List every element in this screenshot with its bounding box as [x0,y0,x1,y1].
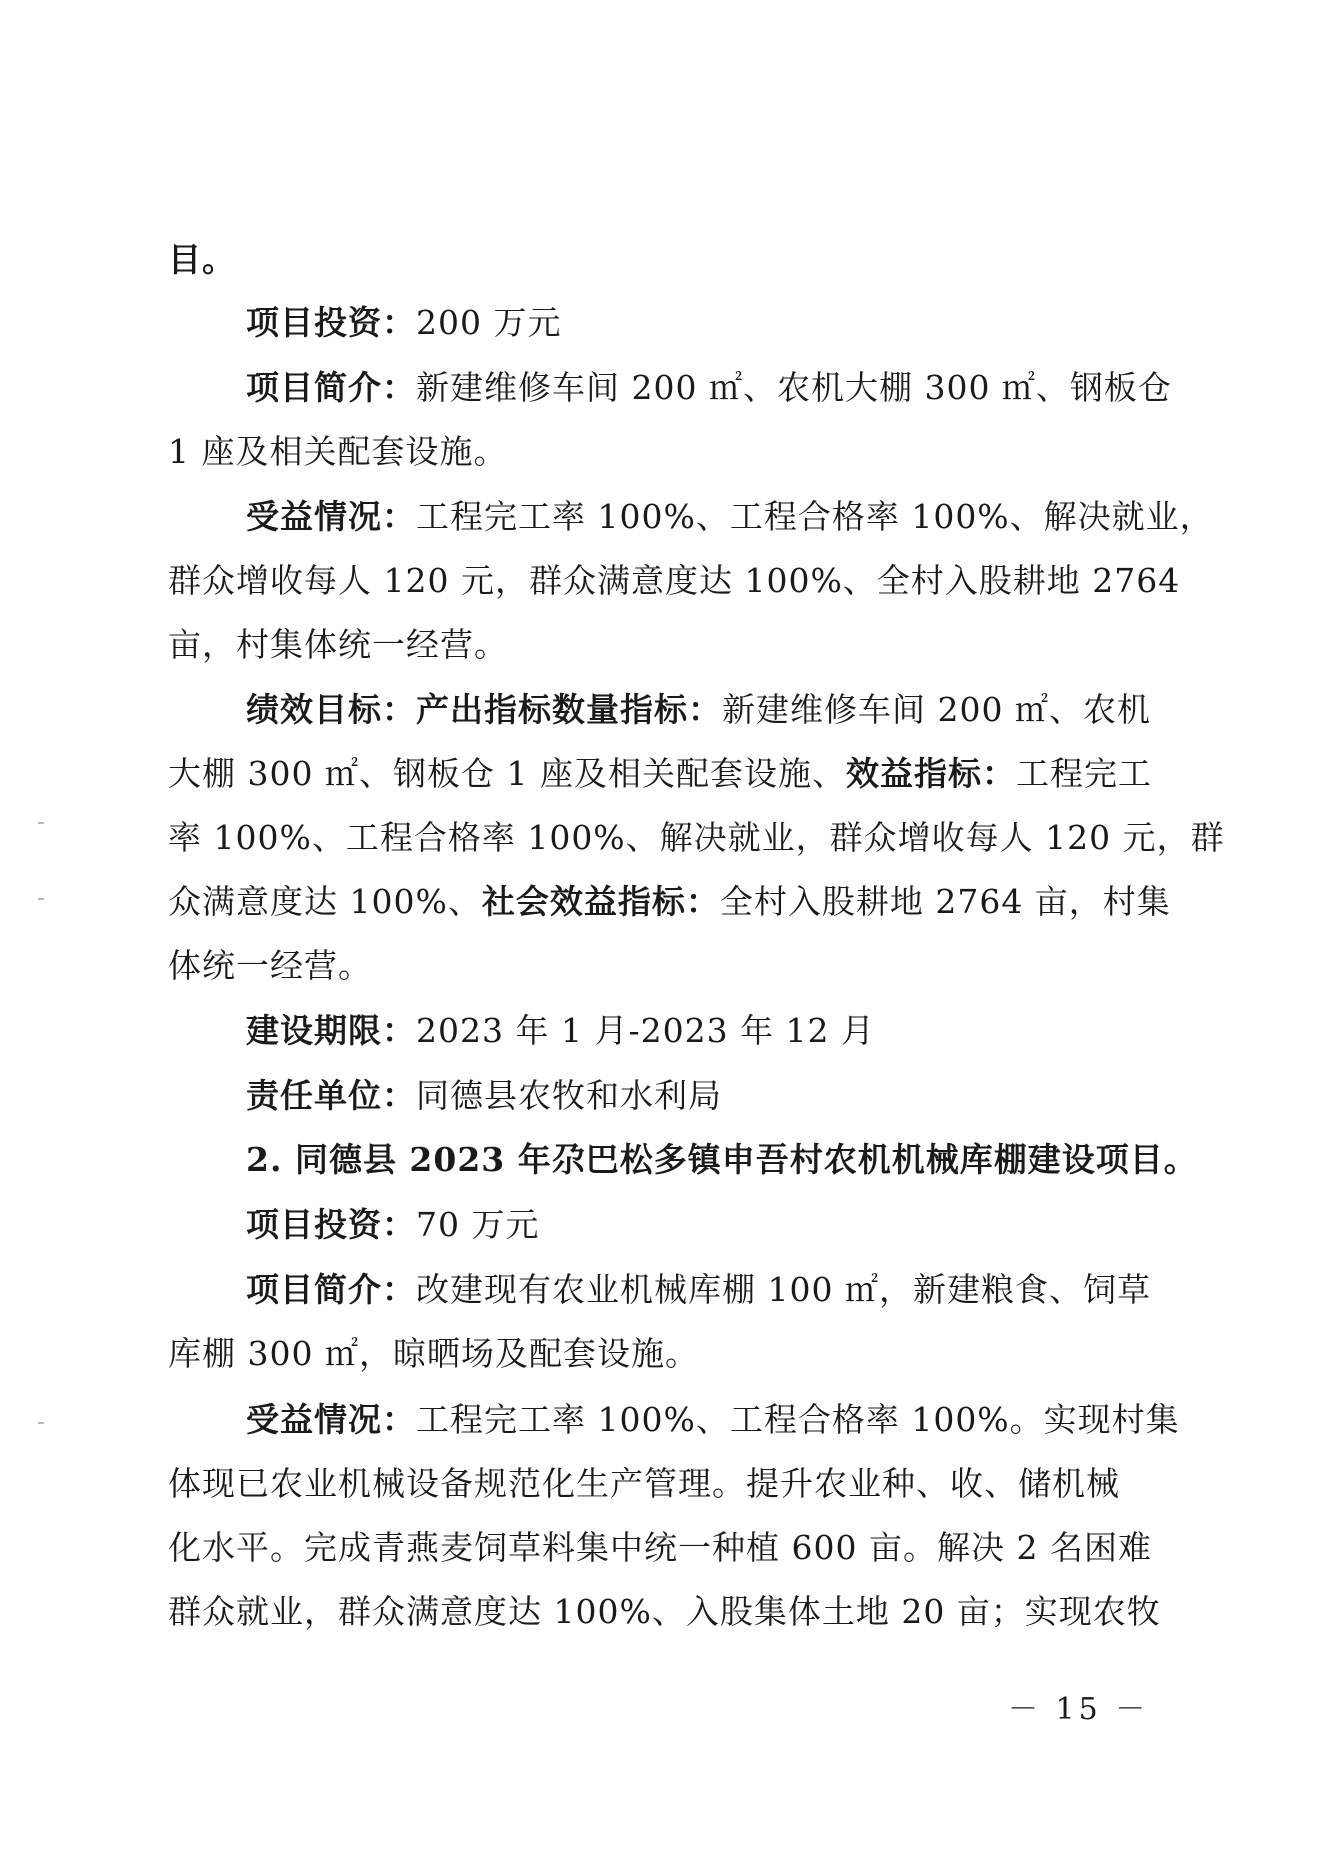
text-span: 目。 [168,240,236,279]
body-line [246,303,561,343]
body-line [168,1528,1152,1568]
body-line [246,1400,1180,1440]
label-span: 项目简介： [246,1270,416,1309]
text-span: 亩，村集体统一经营。 [168,625,508,664]
text-span: 同德县农牧和水利局 [416,1076,722,1115]
label-span: 建设期限： [246,1011,416,1050]
label-span: 产出指标数量指标： [416,690,722,729]
section-heading [246,1140,1198,1180]
text-span: 70 万元 [416,1205,540,1244]
text-span: 大棚 300 ㎡、钢板仓 1 座及相关配套设施、 [168,754,846,793]
body-line [246,1270,1151,1310]
body-line [168,240,236,280]
body-line [246,368,1172,408]
body-line [246,690,1151,730]
text-span: 工程完工率 100%、工程合格率 100%。实现村集 [416,1400,1180,1439]
scan-mark [38,898,44,900]
text-span: 全村入股耕地 2764 亩，村集 [719,882,1171,921]
body-line [246,497,1214,537]
text-span: 群众就业，群众满意度达 100%、入股集体土地 20 亩；实现农牧 [168,1592,1161,1631]
body-line [168,625,508,665]
scan-mark [38,822,44,824]
label-span: 受益情况： [246,497,416,536]
label-span: 社会效益指标： [481,882,720,921]
body-line [168,561,1180,601]
text-span: 新建维修车间 200 ㎡、农机大棚 300 ㎡、钢板仓 [416,368,1172,407]
scan-mark [38,1422,44,1424]
body-line [168,1334,699,1374]
text-span: 新建维修车间 200 ㎡、农机 [722,690,1151,729]
text-span: 工程完工率 100%、工程合格率 100%、解决就业， [416,497,1214,536]
label-span: 受益情况： [246,1400,416,1439]
text-span: 改建现有农业机械库棚 100 ㎡，新建粮食、饲草 [416,1270,1151,1309]
body-line [246,1011,875,1051]
label-span: 项目投资： [246,303,416,342]
text-span: 1 座及相关配套设施。 [168,432,508,471]
text-span: 工程完工 [1015,754,1152,793]
label-span: 项目简介： [246,368,416,407]
body-line [168,754,1152,794]
body-line [168,432,508,472]
label-span: 项目投资： [246,1205,416,1244]
text-span: 群众增收每人 120 元，群众满意度达 100%、全村入股耕地 2764 [168,561,1181,600]
label-span: 责任单位： [246,1076,416,1115]
body-line [168,882,1171,922]
body-line [168,818,1225,858]
text-span: 率 100%、工程合格率 100%、解决就业，群众增收每人 120 元，群 [168,818,1225,857]
text-span: 体统一经营。 [168,946,372,985]
body-line [246,1205,539,1245]
page-number: － 15 － [1008,1692,1150,1727]
label-span: 效益指标： [845,754,1016,793]
body-line [168,946,372,986]
text-span: 众满意度达 100%、 [168,882,482,921]
text-span: 2023 年 1 月-2023 年 12 月 [416,1011,876,1050]
body-line [168,1592,1161,1632]
text-span: 体现已农业机械设备规范化生产管理。提升农业种、收、储机械 [168,1464,1120,1503]
body-line [246,1076,722,1116]
body-line [168,1464,1120,1504]
label-span: 绩效目标： [246,690,416,729]
text-span: 200 万元 [416,303,562,342]
text-span: 库棚 300 ㎡，晾晒场及配套设施。 [168,1334,699,1373]
heading-span: 2. 同德县 2023 年尕巴松多镇申吾村农机机械库棚建设项目。 [246,1140,1198,1179]
text-span: 化水平。完成青燕麦饲草料集中统一种植 600 亩。解决 2 名困难 [168,1528,1152,1567]
